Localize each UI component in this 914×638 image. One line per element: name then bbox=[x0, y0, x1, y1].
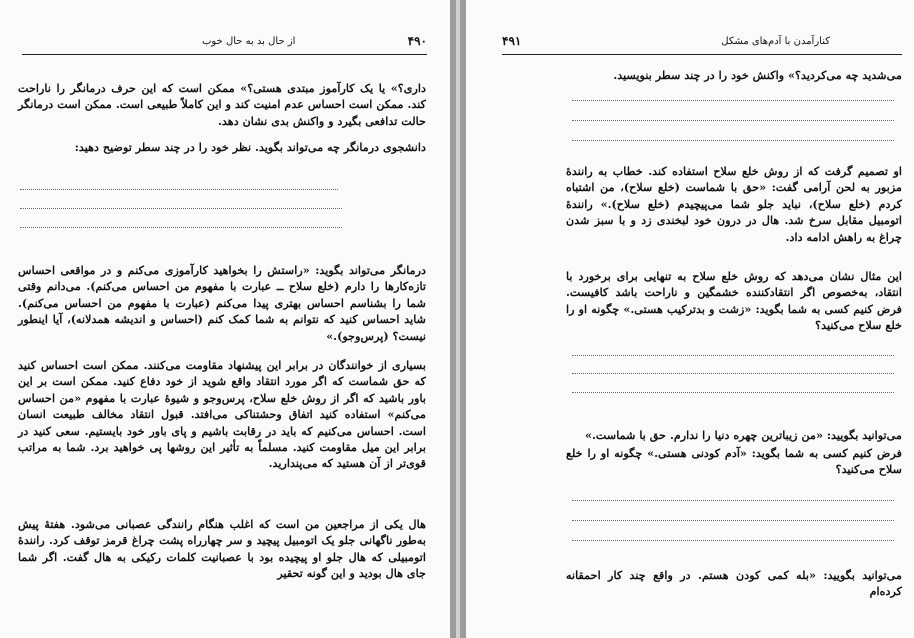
paragraph: بسیاری از خوانندگان در برابر این پیشنهاد مقاومت می‌کنند. ممکن است احساس کنید که حق شماست که اگر مورد انتقاد واقع شوید از خود دفاع کنید. ممکن است بر این باور باشید که اگر از روش خلع سلاح، پرس‌وجو و شیوهٔ عبارت با مفهوم «من احساس می‌کنم» استفاده کنید اتفاق وحشتناکی می‌افتد. قبول انتقاد مخالف طبیعت انسان است. احساس می‌کنیم که باید در رقابت باشیم و پای باور خود بایستیم. سعی کنید در برابر این میل مقاومت کنید. مسلماً به تأثیر این روشها پی خواهید برد. شما به مراتب قوی‌تر از آن هستید که می‌پندارید. bbox=[18, 358, 426, 471]
paragraph: این مثال نشان می‌دهد که روش خلع سلاح به تنهایی برای برخورد با انتقاد، به‌خصوص اگر انتقادکننده خشمگین و ناراحت باشد کافیست. فرض کنیم کسی به شما بگوید: «زشت و بدترکیب هستی.» چگونه او را خلع سلاح می‌کنید؟ bbox=[566, 269, 902, 333]
right-page bbox=[466, 0, 914, 638]
left-page bbox=[0, 0, 450, 638]
right-para-6 bbox=[566, 567, 902, 600]
right-page-number: ۴۹۱ bbox=[502, 34, 522, 48]
left-para-3 bbox=[18, 262, 426, 344]
answer-line bbox=[572, 355, 894, 356]
answer-line bbox=[20, 227, 342, 228]
paragraph: می‌توانید بگویید: «بله کمی کودن هستم. در واقع چند کار احمقانه کرده‌ام bbox=[566, 568, 902, 599]
right-para-2 bbox=[566, 163, 902, 245]
left-para-2 bbox=[18, 139, 426, 155]
paragraph: می‌توانید بگویید: «من زیباترین چهره دنیا را ندارم. حق با شماست.» bbox=[585, 428, 902, 442]
right-para-4 bbox=[566, 427, 902, 443]
answer-line bbox=[572, 120, 894, 121]
answer-line bbox=[20, 189, 338, 190]
answer-line bbox=[572, 520, 894, 521]
answer-line bbox=[572, 373, 894, 374]
gutter-shadow bbox=[456, 0, 460, 638]
paragraph: می‌شدید چه می‌کردید؟» واکنش خود را در چند سطر بنویسید. bbox=[613, 68, 902, 82]
left-para-1 bbox=[18, 80, 426, 129]
right-para-1 bbox=[566, 67, 902, 83]
right-para-3 bbox=[566, 268, 902, 334]
answer-line bbox=[572, 140, 894, 141]
paragraph: دانشجوی درمانگر چه می‌تواند بگوید. نظر خود را در چند سطر توضیح دهید: bbox=[74, 140, 426, 154]
left-header-rule bbox=[22, 54, 427, 55]
answer-line bbox=[572, 540, 894, 541]
answer-line bbox=[20, 208, 342, 209]
left-running-title: از حال بد به حال خوب bbox=[202, 36, 296, 47]
answer-line bbox=[572, 100, 894, 101]
left-para-5 bbox=[18, 516, 426, 582]
left-page-header bbox=[22, 34, 427, 52]
right-running-title: کنارآمدن با آدم‌های مشکل bbox=[721, 36, 830, 47]
paragraph: درمانگر می‌تواند بگوید: «راستش را بخواهید کارآموزی می‌کنم و در مواقعی احساس تازه‌کارها را دارم (خلع سلاح ــ عبارت با مفهوم من احساس می‌کنم). می‌دانم وقتی شما را بشناسم احساس بهتری پیدا می‌کنم (عبارت با مفهوم من احساس می‌کنم). شاید احساس کنید که نتوانم به شما کمک کنم (احساس و اندیشه همدلانه)، آیا اینطور نیست؟ (پرس‌وجو).» bbox=[18, 263, 426, 343]
paragraph: داری؟» یا یک کارآموز مبتدی هستی؟» ممکن است که این حرف درمانگر را ناراحت کند. ممکن است احساس عدم امنیت کند و این کاملاً طبیعی است. ممکن است درمانگر حالت تدافعی بگیرد و واکنش بدی نشان دهد. bbox=[18, 81, 426, 128]
answer-line bbox=[572, 392, 894, 393]
right-page-header bbox=[502, 34, 902, 52]
left-page-number: ۴۹۰ bbox=[407, 34, 427, 48]
answer-line bbox=[572, 500, 894, 501]
paragraph: هال یکی از مراجعین من است که اغلب هنگام رانندگی عصبانی می‌شود. هفتهٔ پیش به‌طور ناگهانی جلو یک اتومبیل پیچید و سر چهارراه پشت چراغ قرمز توقف کرد. رانندهٔ اتومبیلی که هال جلو او پیچیده بود با عصبانیت کلمات رکیکی به هال گفت. اگر شما جای هال بودید و این گونه تحقیر bbox=[18, 517, 426, 581]
paragraph: فرض کنیم کسی به شما بگوید: «آدم کودنی هستی.» چگونه او را خلع سلاح می‌کنید؟ bbox=[566, 446, 902, 477]
left-para-4 bbox=[18, 357, 426, 472]
right-header-rule bbox=[502, 54, 902, 55]
right-para-5 bbox=[566, 445, 902, 478]
paragraph: او تصمیم گرفت که از روش خلع سلاح استفاده کند. خطاب به رانندهٔ مزبور به لحن آرامی گفت: «حق با شماست (خلع سلاح)، من اشتباه کردم (خلع سلاح)، نباید جلو شما می‌پیچیدم (خلع سلاح).» رانندهٔ اتومبیل مقابل سرخ شد. هال در درون خود لبخندی زد و با سبز شدن چراغ به راهش ادامه داد. bbox=[566, 164, 902, 244]
